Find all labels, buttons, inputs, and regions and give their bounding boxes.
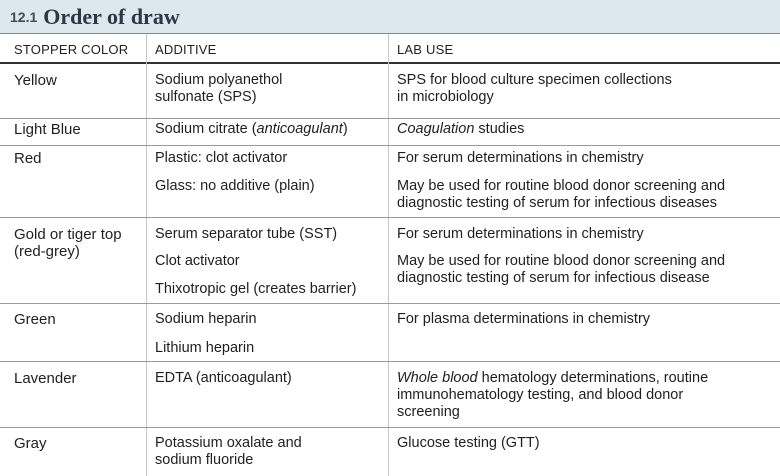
- additive-text: Sodium citrate (: [155, 121, 257, 137]
- additive-text: ): [342, 121, 348, 137]
- lab-use-line: diagnostic testing of serum for infectious disease: [397, 270, 710, 286]
- table-row-gray: [0, 428, 780, 476]
- stopper-color: Green: [14, 311, 56, 328]
- stopper-color: (red-grey): [14, 243, 80, 260]
- additive-italic: anticoagulant: [256, 121, 343, 137]
- table-row-light-blue: [0, 119, 780, 146]
- additive-cell: [155, 121, 387, 138]
- lab-use-line: For plasma determinations in chemistry: [397, 311, 651, 327]
- lab-use-line: diagnostic testing of serum for infectious diseases: [397, 195, 717, 211]
- lab-use-italic: Whole blood: [397, 370, 478, 386]
- lab-use-line: May be used for routine blood donor screening and: [397, 178, 726, 194]
- table-row-red: [0, 146, 780, 218]
- lab-use-cell: [397, 178, 775, 212]
- lab-use-text: hematology determinations, routine: [477, 370, 709, 386]
- table-number: 12.1: [10, 8, 38, 25]
- stopper-color-cell: [14, 226, 146, 260]
- lab-use-line: For serum determinations in chemistry: [397, 150, 644, 166]
- stopper-color: Yellow: [14, 72, 57, 89]
- additive-cell: [155, 435, 387, 469]
- lab-use-text: studies: [474, 121, 525, 137]
- additive-line: Potassium oxalate and: [155, 435, 302, 451]
- additive-line: Glass: no additive (plain): [155, 178, 315, 194]
- lab-use-cell: [397, 253, 775, 287]
- additive-line: Sodium heparin: [155, 311, 257, 327]
- additive-line: EDTA (anticoagulant): [155, 370, 292, 386]
- lab-use-line: SPS for blood culture specimen collections: [397, 72, 672, 88]
- stopper-color: Red: [14, 150, 42, 167]
- table-title-bar: [0, 0, 780, 34]
- stopper-color: Gray: [14, 435, 47, 452]
- table-header-row: [0, 34, 780, 64]
- stopper-color: Gold or tiger top: [14, 226, 122, 243]
- lab-use-line: in microbiology: [397, 89, 494, 105]
- stopper-color: Light Blue: [14, 121, 81, 138]
- additive-line: Serum separator tube (SST): [155, 226, 338, 242]
- additive-line: Sodium polyanethol: [155, 72, 283, 88]
- additive-line: Lithium heparin: [155, 340, 255, 356]
- header-lab-use: LAB USE: [397, 42, 454, 57]
- table-row-lavender: [0, 362, 780, 428]
- additive-line: Thixotropic gel (creates barrier): [155, 281, 357, 297]
- lab-use-line: Glucose testing (GTT): [397, 435, 540, 451]
- header-additive: ADDITIVE: [155, 42, 217, 57]
- additive-line: sulfonate (SPS): [155, 89, 257, 105]
- lab-use-italic: Coagulation: [397, 121, 475, 137]
- stopper-color: Lavender: [14, 370, 77, 387]
- table-title: Order of draw: [43, 3, 180, 29]
- lab-use-line: screening: [397, 404, 460, 420]
- table-row-gold: [0, 218, 780, 304]
- additive-line: Clot activator: [155, 253, 240, 269]
- lab-use-cell: [397, 121, 775, 138]
- lab-use-line: May be used for routine blood donor screening and: [397, 253, 726, 269]
- lab-use-cell: [397, 72, 775, 106]
- additive-line: sodium fluoride: [155, 452, 254, 468]
- additive-line: Plastic: clot activator: [155, 150, 288, 166]
- table-row-green: [0, 304, 780, 362]
- lab-use-line: immunohematology testing, and blood donor: [397, 387, 684, 403]
- lab-use-line: [397, 370, 775, 387]
- table-row-yellow: [0, 64, 780, 119]
- additive-cell: [155, 72, 387, 106]
- lab-use-line: For serum determinations in chemistry: [397, 226, 644, 242]
- header-stopper-color: STOPPER COLOR: [14, 42, 129, 57]
- lab-use-cell: [397, 370, 775, 421]
